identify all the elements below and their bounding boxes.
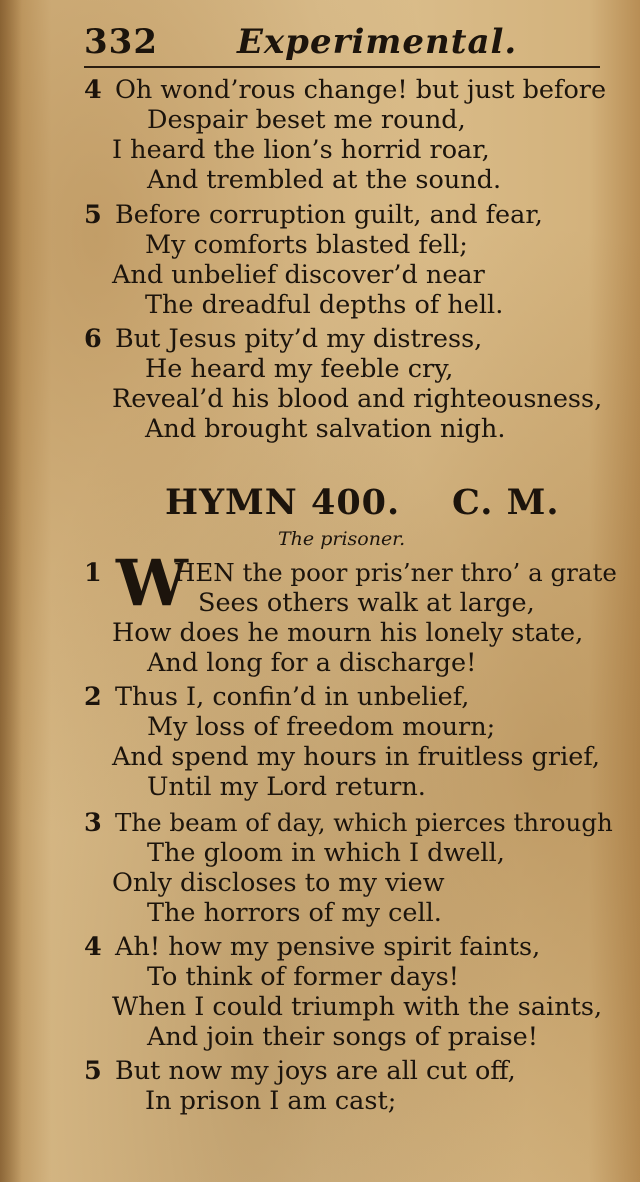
verse-line: The gloom in which I dwell, <box>147 838 505 868</box>
verse-line: To think of former days! <box>147 962 460 992</box>
verse-line: Reveal’d his blood and righteousness, <box>112 384 603 414</box>
verse-number: 3 <box>84 808 102 838</box>
verse-line: The beam of day, which pierces through <box>115 808 613 837</box>
verse-line: And join their songs of praise! <box>147 1022 538 1052</box>
verse-line: I heard the lion’s horrid roar, <box>112 135 490 165</box>
hymn-meter: C. M. <box>452 482 560 523</box>
verse-line: And long for a discharge! <box>147 648 477 678</box>
verse-number: 5 <box>84 200 102 230</box>
page-number: 332 <box>84 22 158 62</box>
verse-line: Oh wond’rous change! but just before <box>115 75 607 105</box>
hymn-subtitle: The prisoner. <box>278 528 406 550</box>
verse-line: But now my joys are all cut off, <box>115 1056 516 1086</box>
hymn-heading: HYMN 400. <box>165 482 401 523</box>
verse-line: Ah! how my pensive spirit faints, <box>115 932 541 962</box>
verse-line: How does he mourn his lonely state, <box>112 618 584 648</box>
page-header <box>84 18 600 68</box>
verse-number: 4 <box>84 75 102 105</box>
verse-line: In prison I am cast; <box>145 1086 397 1116</box>
verse-line: Despair beset me round, <box>147 105 466 135</box>
verse-line: And unbelief discover’d near <box>112 260 485 290</box>
verse-line: The dreadful depths of hell. <box>145 290 504 320</box>
verse-line: HEN the poor pris’ner thro’ a grate <box>174 558 617 587</box>
verse-line: When I could triumph with the saints, <box>112 992 603 1022</box>
drop-cap: W <box>116 546 188 621</box>
verse-line: The horrors of my cell. <box>147 898 442 928</box>
verse-line: Thus I, confin’d in unbelief, <box>115 682 470 712</box>
verse-line: My comforts blasted fell; <box>145 230 468 260</box>
verse-number: 5 <box>84 1056 102 1086</box>
verse-line: Until my Lord return. <box>147 772 426 802</box>
verse-line: And brought salvation nigh. <box>145 414 506 444</box>
verse-line: And trembled at the sound. <box>147 165 502 195</box>
verse-number: 1 <box>84 558 102 588</box>
verse-line: Before corruption guilt, and fear, <box>115 200 543 230</box>
verse-number: 6 <box>84 324 102 354</box>
verse-line: My loss of freedom mourn; <box>147 712 496 742</box>
running-title: Experimental. <box>237 22 518 62</box>
verse-line: Sees others walk at large, <box>198 588 535 618</box>
verse-number: 4 <box>84 932 102 962</box>
verse-line: He heard my feeble cry, <box>145 354 454 384</box>
verse-line: But Jesus pity’d my distress, <box>115 324 483 354</box>
verse-line: Only discloses to my view <box>112 868 445 898</box>
binding-shadow <box>0 0 22 1182</box>
verse-number: 2 <box>84 682 102 712</box>
verse-line: And spend my hours in fruitless grief, <box>112 742 600 772</box>
